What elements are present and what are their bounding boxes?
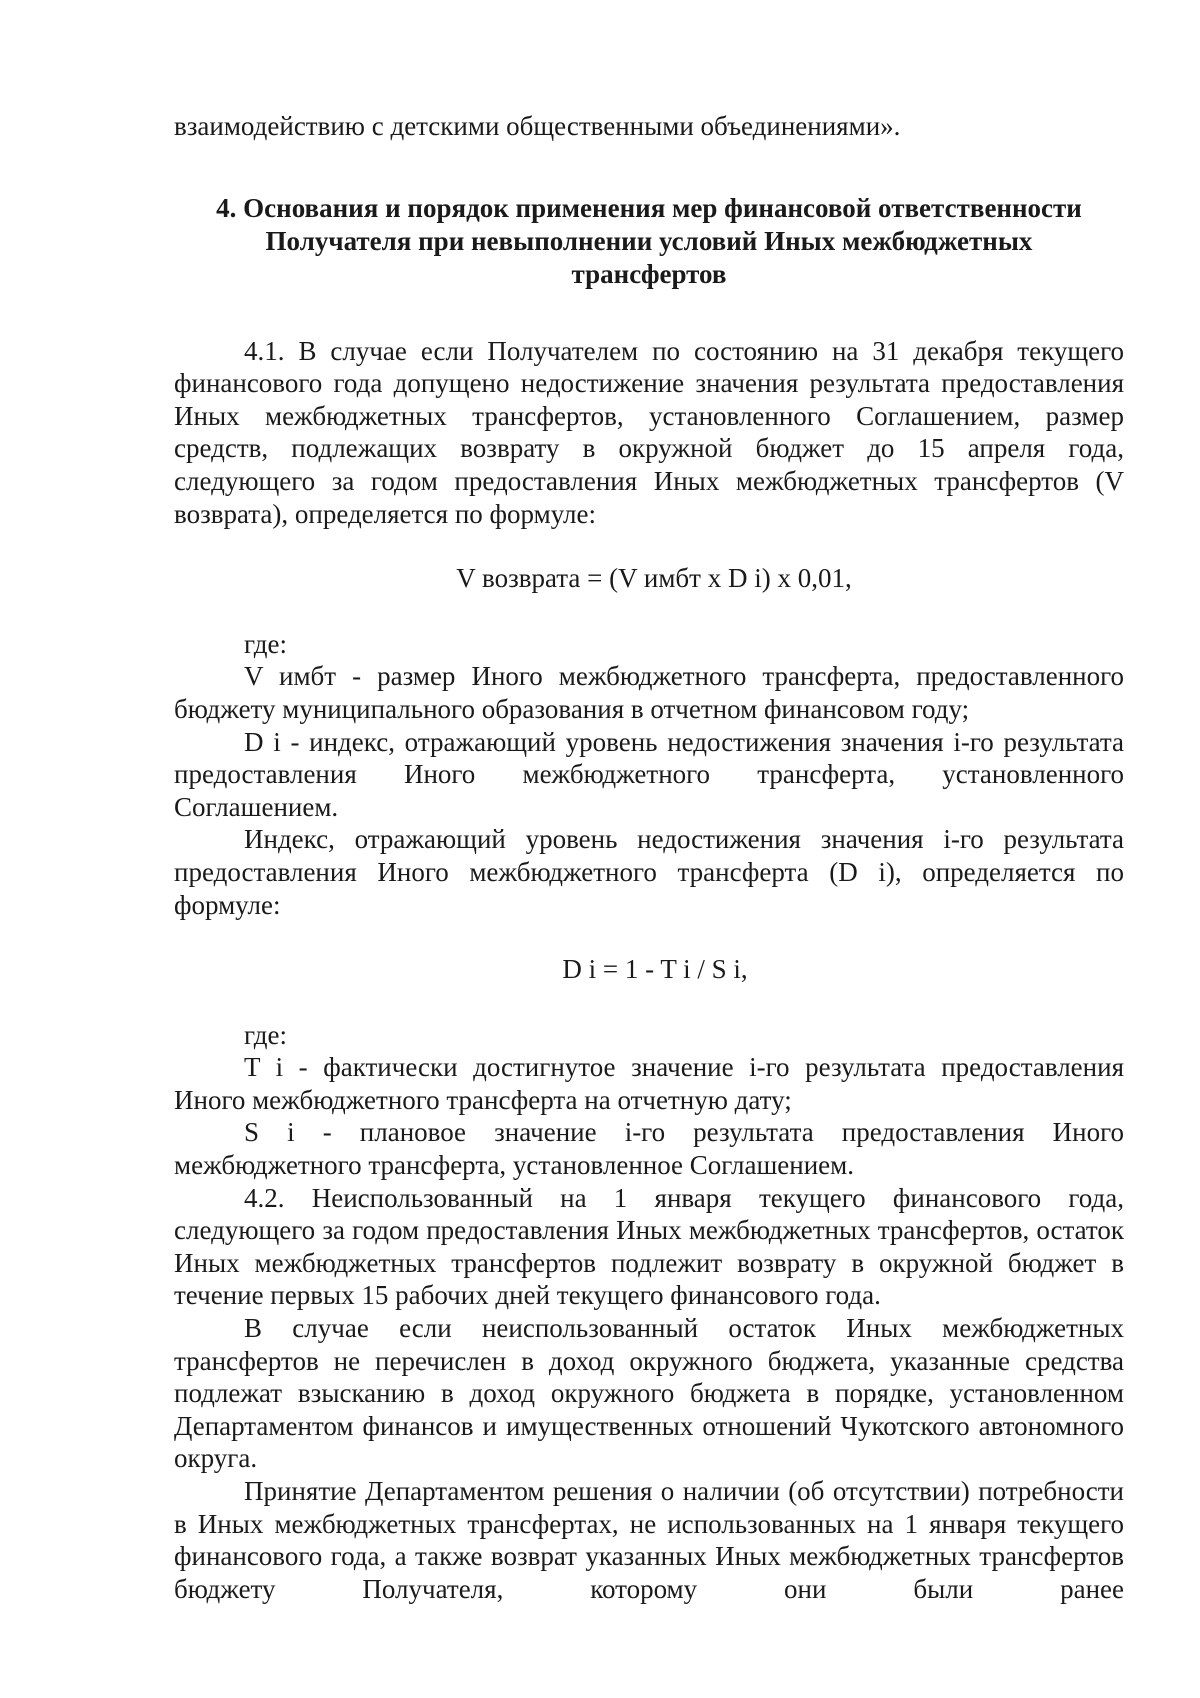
index-paragraph: Индекс, отражающий уровень недостижения значения i-го результата предоставления Иного межбюджетного трансферта (D i), определяется по формуле: — [174, 824, 1124, 920]
document-page — [174, 110, 1124, 1605]
paragraph-not-transferred: В случае если неиспользованный остаток Иных межбюджетных трансфертов не перечислен в доход окружного бюджета, указанные средства подлежат взысканию в доход окружного бюджета в порядке, установленном Департаментом финансов и имущественных отношений Чукотского автономного округа. — [174, 1313, 1124, 1474]
where-label-1: где: — [244, 628, 287, 659]
paragraph-4-1: 4.1. В случае если Получателем по состоянию на 31 декабря текущего финансового года допущено недостижение значения результата предоставления Иных межбюджетных трансфертов, установленного Соглашением, размер средств, подлежащих возврату в окружной бюджет до 15 апреля года, следующего за годом предоставления Иных межбюджетных трансфертов (V возврата), определяется по формуле: — [174, 335, 1124, 529]
paragraph-decision: Принятие Департаментом решения о наличии (об отсутствии) потребности в Иных межбюджетных трансфертах, не использованных на 1 января текущего финансового года, а также возврат указанных Иных межбюджетных трансфертов бюджету Получателя, которому они были ранее — [174, 1476, 1124, 1604]
definition-di: D i - индекс, отражающий уровень недостижения значения i-го результата предоставления Иного межбюджетного трансферта, установленного Соглашением. — [174, 726, 1124, 822]
intro-line: взаимодействию с детскими общественными объединениями». — [174, 111, 901, 141]
definition-v-imbt: V имбт - размер Иного межбюджетного трансферта, предоставленного бюджету муниципального образования в отчетном финансовом году; — [174, 661, 1124, 724]
definition-si: S i - плановое значение i-го результата предоставления Иного межбюджетного трансферта, установленное Соглашением. — [174, 1117, 1124, 1181]
section-heading-line-1: 4. Основания и порядок применения мер финансовой ответственности — [216, 192, 1082, 223]
section-heading-line-3: трансфертов — [571, 258, 727, 289]
paragraph-4-2: 4.2. Неиспользованный на 1 января текущего финансового года, следующего за годом предоставления Иных межбюджетных трансфертов, остаток Иных межбюджетных трансфертов подлежит возврату в окружной бюджет в течение первых 15 рабочих дней текущего финансового года. — [174, 1182, 1124, 1311]
section-heading-line-2: Получателя при невыполнении условий Иных межбюджетных — [265, 225, 1033, 256]
where-label-2: где: — [244, 1019, 287, 1050]
formula-v-return: V возврата = (V имбт x D i) x 0,01, — [456, 563, 852, 594]
definition-ti: T i - фактически достигнутое значение i-го результата предоставления Иного межбюджетного трансферта на отчетную дату; — [174, 1052, 1124, 1115]
formula-di: D i = 1 - T i / S i, — [562, 954, 748, 985]
section-heading — [174, 192, 1124, 291]
